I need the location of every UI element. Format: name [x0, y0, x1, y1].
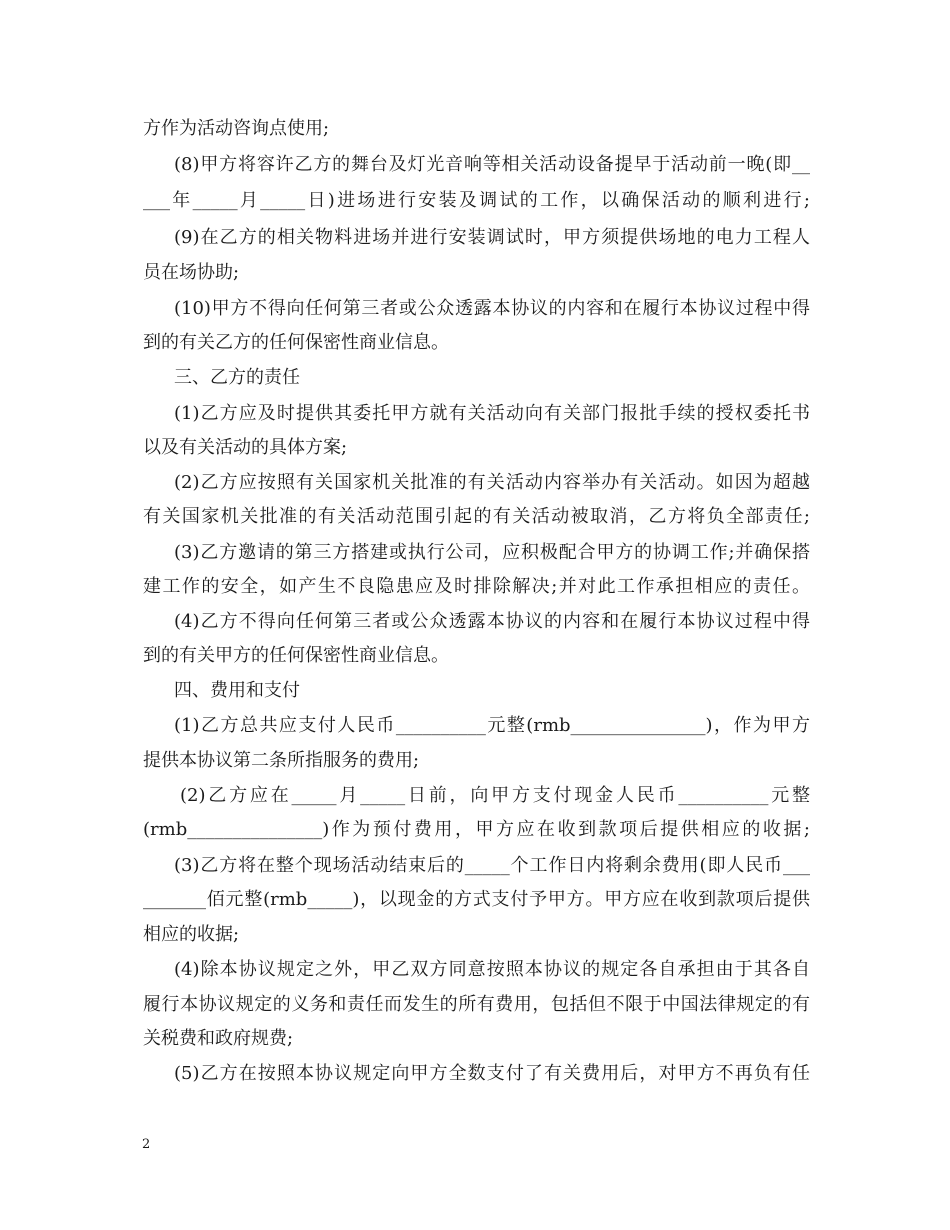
text-line: (3)乙方将在整个现场活动结束后的_____个工作日内将剩余费用(即人民币___: [174, 855, 810, 876]
text-line: (rmb_______________)作为预付费用，甲方应在收到款项后提供相应的收据;: [143, 819, 810, 840]
text-line: ___年_____月_____日)进场进行安装及调试的工作，以确保活动的顺利进行;: [143, 190, 810, 211]
text-line: 相应的收据;: [143, 924, 240, 945]
text-line: (4)除本协议规定之外，甲乙双方同意按照本协议的规定各自承担由于其各自: [174, 959, 810, 980]
text-line: 以及有关活动的具体方案;: [143, 437, 348, 458]
text-line: (1)乙方总共应支付人民币__________元整(rmb_______________)，作为甲方: [174, 715, 810, 736]
text-line: 员在场协助;: [143, 262, 240, 283]
text-line: 履行本协议规定的义务和责任而发生的所有费用，包括但不限于中国法律规定的有: [143, 994, 810, 1015]
text-line: (8)甲方将容许乙方的舞台及灯光音响等相关活动设备提早于活动前一晚(即__: [174, 154, 810, 175]
text-line: 提供本协议第二条所指服务的费用;: [143, 750, 420, 771]
text-line: (4)乙方不得向任何第三者或公众透露本协议的内容和在履行本协议过程中得: [174, 611, 810, 632]
text-line: (1)乙方应及时提供其委托甲方就有关活动向有关部门报批手续的授权委托书: [174, 403, 810, 424]
text-line: (10)甲方不得向任何第三者或公众透露本协议的内容和在履行本协议过程中得: [174, 298, 810, 319]
text-line: 方作为活动咨询点使用;: [143, 118, 330, 139]
page-number: 2: [142, 1137, 151, 1152]
text-line: 有关国家机关批准的有关活动范围引起的有关活动被取消，乙方将负全部责任;: [143, 506, 810, 527]
text-line: (2)乙方应在_____月_____日前，向甲方支付现金人民币__________元整: [180, 785, 810, 806]
text-line: (3)乙方邀请的第三方搭建或执行公司，应积极配合甲方的协调工作;并确保搭: [174, 542, 810, 563]
section-heading: 四、费用和支付: [174, 680, 300, 701]
text-line: (9)在乙方的相关物料进场并进行安装调试时，甲方须提供场地的电力工程人: [174, 227, 810, 248]
text-line: (5)乙方在按照本协议规定向甲方全数支付了有关费用后，对甲方不再负有任: [174, 1063, 810, 1084]
text-line: 到的有关甲方的任何保密性商业信息。: [143, 645, 449, 666]
text-line: (2)乙方应按照有关国家机关批准的有关活动内容举办有关活动。如因为超越: [174, 472, 810, 493]
text-line: _______佰元整(rmb_____)，以现金的方式支付予甲方。甲方应在收到款项后提供: [143, 889, 810, 910]
text-line: 建工作的安全，如产生不良隐患应及时排除解决;并对此工作承担相应的责任。: [143, 576, 810, 597]
text-line: 到的有关乙方的任何保密性商业信息。: [143, 332, 449, 353]
section-heading: 三、乙方的责任: [174, 367, 300, 388]
text-line: 关税费和政府规费;: [143, 1028, 294, 1049]
